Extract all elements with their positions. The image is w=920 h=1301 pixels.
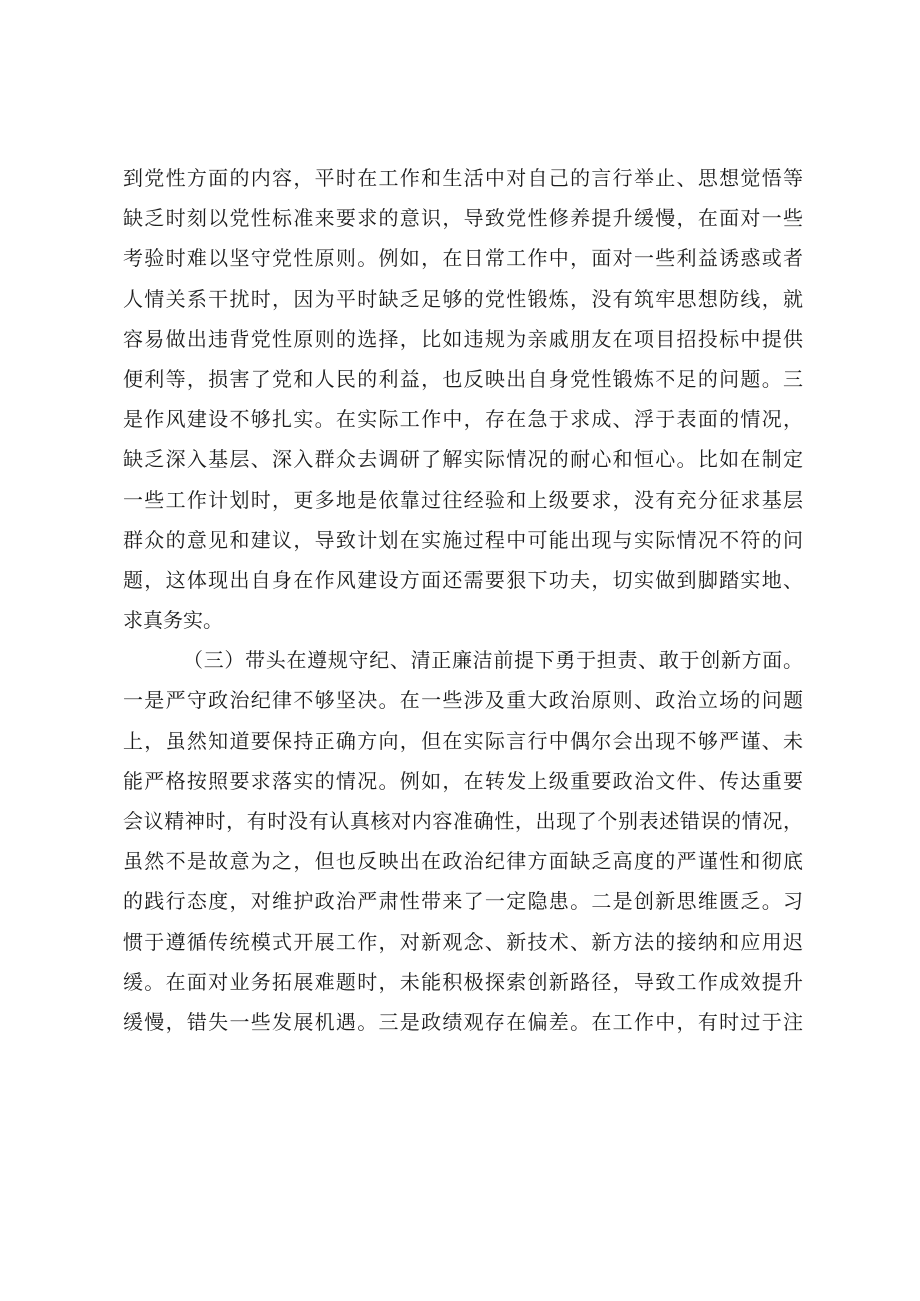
text-line: 缓。在面对业务拓展难题时，未能积极探索创新路径，导致工作成效提升 <box>123 969 803 994</box>
text-line: 考验时难以坚守党性原则。例如，在日常工作中，面对一些利益诱惑或者 <box>123 246 803 271</box>
text-line: 能严格按照要求落实的情况。例如，在转发上级重要政治文件、传达重要 <box>123 768 803 793</box>
text-line: 一是严守政治纪律不够坚决。在一些涉及重大政治原则、政治立场的问题 <box>123 688 803 713</box>
section-heading-line: （三）带头在遵规守纪、清正廉洁前提下勇于担责、敢于创新方面。 <box>183 648 803 673</box>
text-line: 缺乏深入基层、深入群众去调研了解实际情况的耐心和恒心。比如在制定 <box>123 447 803 472</box>
text-line: 上，虽然知道要保持正确方向，但在实际言行中偶尔会出现不够严谨、未 <box>123 728 803 753</box>
text-line: 便利等，损害了党和人民的利益，也反映出自身党性锻炼不足的问题。三 <box>123 366 803 391</box>
paragraph-party-spirit <box>123 158 803 640</box>
paragraph-section-three <box>123 640 803 1042</box>
text-line: 虽然不是故意为之，但也反映出在政治纪律方面缺乏高度的严谨性和彻底 <box>123 849 803 874</box>
text-line: 会议精神时，有时没有认真核对内容准确性，出现了个别表述错误的情况， <box>123 809 803 833</box>
text-line: 缓慢，错失一些发展机遇。三是政绩观存在偏差。在工作中，有时过于注 <box>123 1009 803 1034</box>
text-line: 是作风建设不够扎实。在实际工作中，存在急于求成、浮于表面的情况， <box>123 407 803 432</box>
text-line: 容易做出违背党性原则的选择，比如违规为亲戚朋友在项目招投标中提供 <box>123 326 803 351</box>
document-body <box>123 158 803 1042</box>
text-line: 一些工作计划时，更多地是依靠过往经验和上级要求，没有充分征求基层 <box>123 487 803 512</box>
text-line: 到党性方面的内容，平时在工作和生活中对自己的言行举止、思想觉悟等 <box>123 166 803 190</box>
text-line: 群众的意见和建议，导致计划在实施过程中可能出现与实际情况不符的问 <box>123 527 803 552</box>
text-line: 人情关系干扰时，因为平时缺乏足够的党性锻炼，没有筑牢思想防线，就 <box>123 286 803 311</box>
text-line: 求真务实。 <box>123 608 223 633</box>
text-line: 的践行态度，对维护政治严肃性带来了一定隐患。二是创新思维匮乏。习 <box>123 889 803 914</box>
text-line: 惯于遵循传统模式开展工作，对新观念、新技术、新方法的接纳和应用迟 <box>123 929 803 954</box>
text-line: 缺乏时刻以党性标准来要求的意识，导致党性修养提升缓慢，在面对一些 <box>123 206 803 231</box>
text-line: 题，这体现出自身在作风建设方面还需要狠下功夫，切实做到脚踏实地、 <box>123 567 803 592</box>
